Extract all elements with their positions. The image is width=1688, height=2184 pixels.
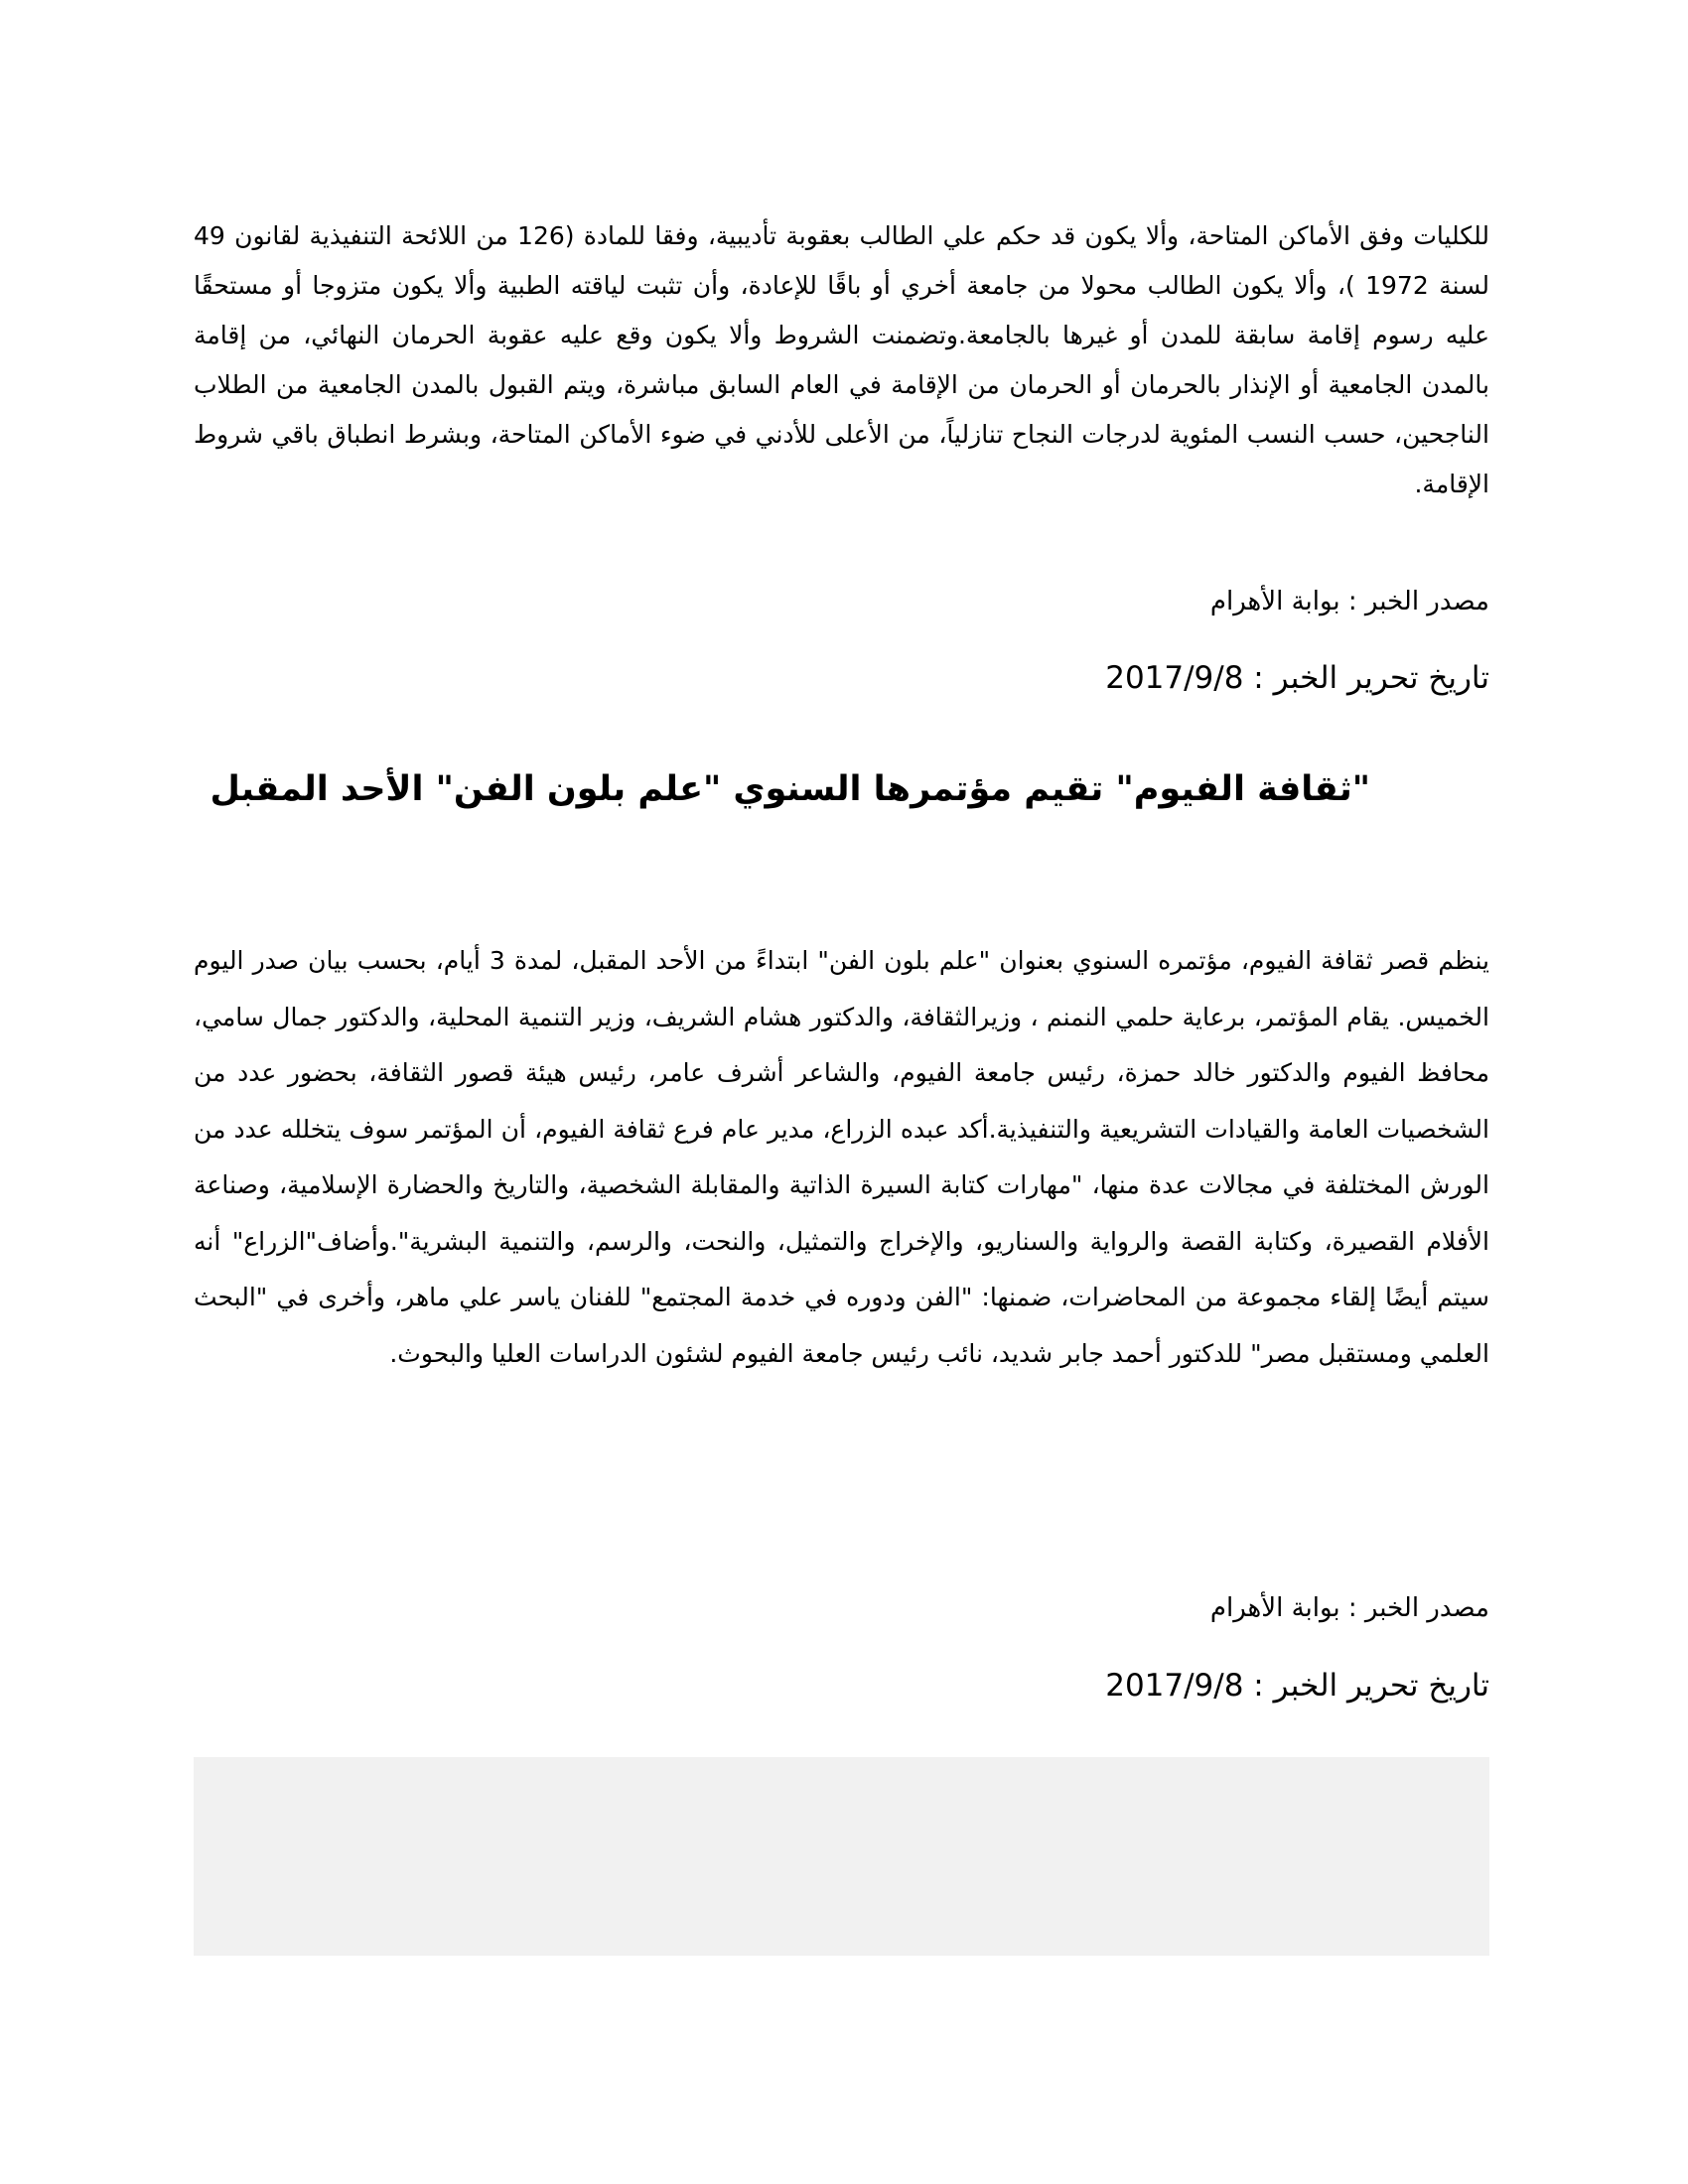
article-body: ينظم قصر ثقافة الفيوم، مؤتمره السنوي بعنوان "علم بلون الفن" ابتداءً من الأحد المقبل، لمدة 3 أيام، بحسب بيان صدر اليوم الخميس. يقام المؤتمر، برعاية حلمي النمنم ، وزيرالثقافة، والدكتور هشام الشريف، وزير التنمية المحلية، والدكتور جمال سامي، محافظ الفيوم والدكتور خالد حمزة، رئيس جامعة الفيوم، والشاعر أشرف عامر، رئيس هيئة قصور الثقافة، بحضور عدد من الشخصيات العامة والقيادات التشريعية والتنفيذية.أكد عبده الزراع، مدير عام فرع ثقافة الفيوم، أن المؤتمر سوف يتخلله عدد من الورش المختلفة في مجالات عدة منها، "مهارات كتابة السيرة الذاتية والمقابلة الشخصية، والتاريخ والحضارة الإسلامية، وصناعة الأفلام القصيرة، وكتابة القصة والرواية والسناريو، والإخراج والتمثيل، والنحت، والرسم، والتنمية البشرية".وأضاف"الزراع" أنه سيتم أيضًا إلقاء مجموعة من المحاضرات، ضمنها: "الفن ودوره في خدمة المجتمع" للفنان ياسر علي ماهر، وأخرى في "البحث العلمي ومستقبل مصر" للدكتور أحمد جابر شديد، نائب رئيس جامعة الفيوم لشئون الدراسات العليا والبحوث. bbox=[194, 946, 1490, 1368]
article-continued-body: للكليات وفق الأماكن المتاحة، وألا يكون قد حكم علي الطالب بعقوبة تأديبية، وفقا للمادة (126 من اللائحة التنفيذية لقانون 49 لسنة 1972 )، وألا يكون الطالب محولا من جامعة أخري أو باقًا للإعادة، وأن تثبت لياقته الطبية وألا يكون متزوجا أو مستحقًا عليه رسوم إقامة سابقة للمدن أو غيرها بالجامعة.وتضمنت الشروط وألا يكون وقع عليه عقوبة الحرمان النهائي، من إقامة بالمدن الجامعية أو الإنذار بالحرمان أو الحرمان من الإقامة في العام السابق مباشرة، ويتم القبول بالمدن الجامعية من الطلاب الناجحين، حسب النسب المئوية لدرجات النجاح تنازلياً، من الأعلى للأدني في ضوء الأماكن المتاحة، وبشرط انطباق باقي شروط الإقامة. bbox=[194, 221, 1490, 498]
news-source: مصدر الخبر : بوابة الأهرام bbox=[1209, 1593, 1489, 1623]
news-source: مصدر الخبر : بوابة الأهرام bbox=[1209, 587, 1489, 616]
empty-content-box bbox=[194, 1757, 1489, 1956]
news-date: تاريخ تحرير الخبر : 2017/9/8 bbox=[1105, 660, 1489, 696]
news-date: تاريخ تحرير الخبر : 2017/9/8 bbox=[1105, 1668, 1489, 1704]
article-headline: "ثقافة الفيوم" تقيم مؤتمرها السنوي "علم بلون الفن" الأحد المقبل bbox=[210, 769, 1370, 810]
